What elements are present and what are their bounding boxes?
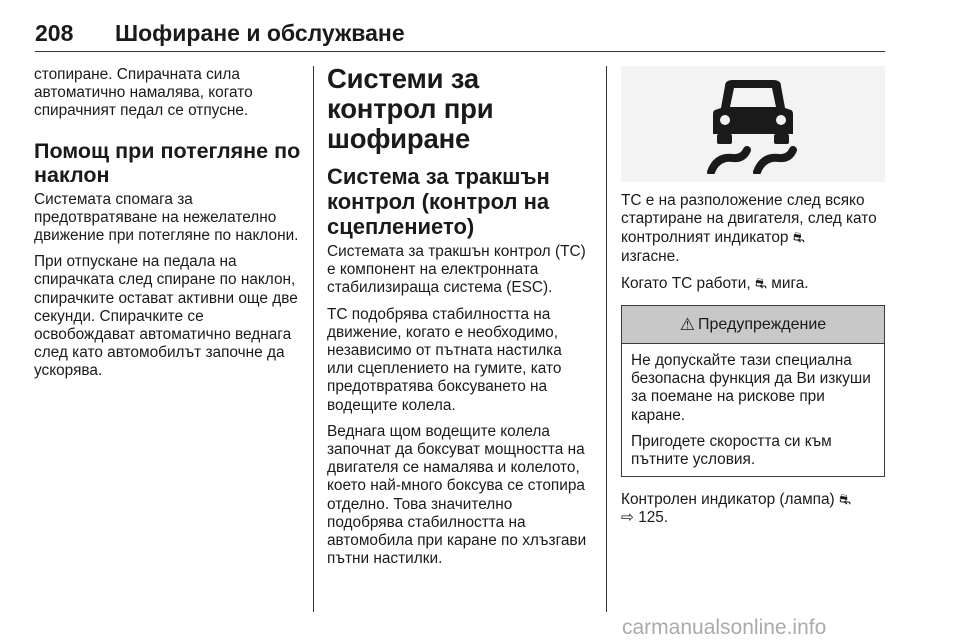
indicator-reference: [621, 490, 887, 527]
page-reference-number[interactable]: 125.: [638, 509, 669, 527]
hill-start-heading: Помощ при потегляне по наклон: [34, 138, 301, 187]
page-reference-icon: ⇨: [621, 509, 634, 527]
tc-paragraph-2: ТС подобрява стабилността на движение, когато е необходимо, независимо от пътната настилка или сцеплението на гумите, като предотвратява боксуването на водещите колела.: [327, 305, 562, 414]
column-divider-2: [606, 66, 607, 612]
warning-paragraph-1: Не допускайте тази специална безопасна функция да Ви изкуши за поемане на рискове при каране.: [631, 352, 871, 424]
page-title: Шофиране и обслужване: [115, 20, 405, 46]
column-1: [34, 66, 306, 381]
watermark: carmanualsonline.info: [622, 616, 827, 639]
warning-triangle-icon: ⚠: [679, 314, 696, 334]
tc-availability-text: ТС е на разположение след всяко стартиране на двигателя, след като контролният индикатор: [621, 192, 877, 247]
warning-body: [622, 344, 884, 476]
tc-indicator-icon: ⛐: [792, 229, 805, 246]
tc-active-end: мига.: [771, 274, 809, 292]
warning-header: [622, 306, 884, 344]
tc-indicator-icon: ⛐: [838, 491, 852, 508]
column-2: [327, 63, 592, 568]
warning-box: [621, 305, 885, 477]
hill-start-paragraph-1: Системата спомага за предотвратяване на нежелателно движение при потегляне по наклони.: [34, 190, 299, 245]
tc-active-text: Когато ТС работи,: [621, 274, 751, 292]
warning-paragraph-2: Пригодете скоростта си към пътните условия.: [631, 432, 832, 469]
warning-title: Предупреждение: [698, 315, 827, 333]
indicator-reference-text: Контролен индикатор (лампа): [621, 491, 835, 509]
page-number: 208: [35, 20, 74, 46]
traction-control-illustration: [621, 66, 885, 182]
tc-paragraph-1: Системата за тракшън контрол (ТС) е компонент на електронната стабилизираща система (ESC).: [327, 243, 586, 297]
driving-systems-heading: Системи за контрол при шофиране: [327, 63, 494, 154]
hill-start-paragraph-2: При отпускане на педала на спирачката след спиране по наклон, спирачките остават активни още две секунди. Спирачките се освобождават автоматично веднага след като автомобилът започне да ускорява.: [34, 253, 298, 380]
intro-paragraph: стопиране. Спирачната сила автоматично намалява, когато спирачният педал се отпусне.: [34, 66, 253, 120]
traction-control-icon: [703, 74, 803, 174]
tc-active-paragraph: [621, 274, 887, 293]
column-divider-1: [313, 66, 314, 612]
page-header: [35, 20, 885, 52]
tc-availability-end: изгасне.: [621, 247, 680, 265]
tc-availability-paragraph: [621, 192, 887, 266]
header-divider: [35, 51, 885, 52]
traction-control-heading: Система за тракшън контрол (контрол на сцеплението): [327, 164, 550, 239]
column-3: [621, 66, 887, 528]
tc-indicator-icon: ⛐: [754, 274, 767, 291]
tc-paragraph-3: Веднага щом водещите колела започнат да боксуват мощността на двигателя се намалява и колелото, което най-много боксува се стопира отделно. Това значително подобрява стабилността на автомобила при каране по хлъзгави пътни настилки.: [327, 422, 587, 568]
